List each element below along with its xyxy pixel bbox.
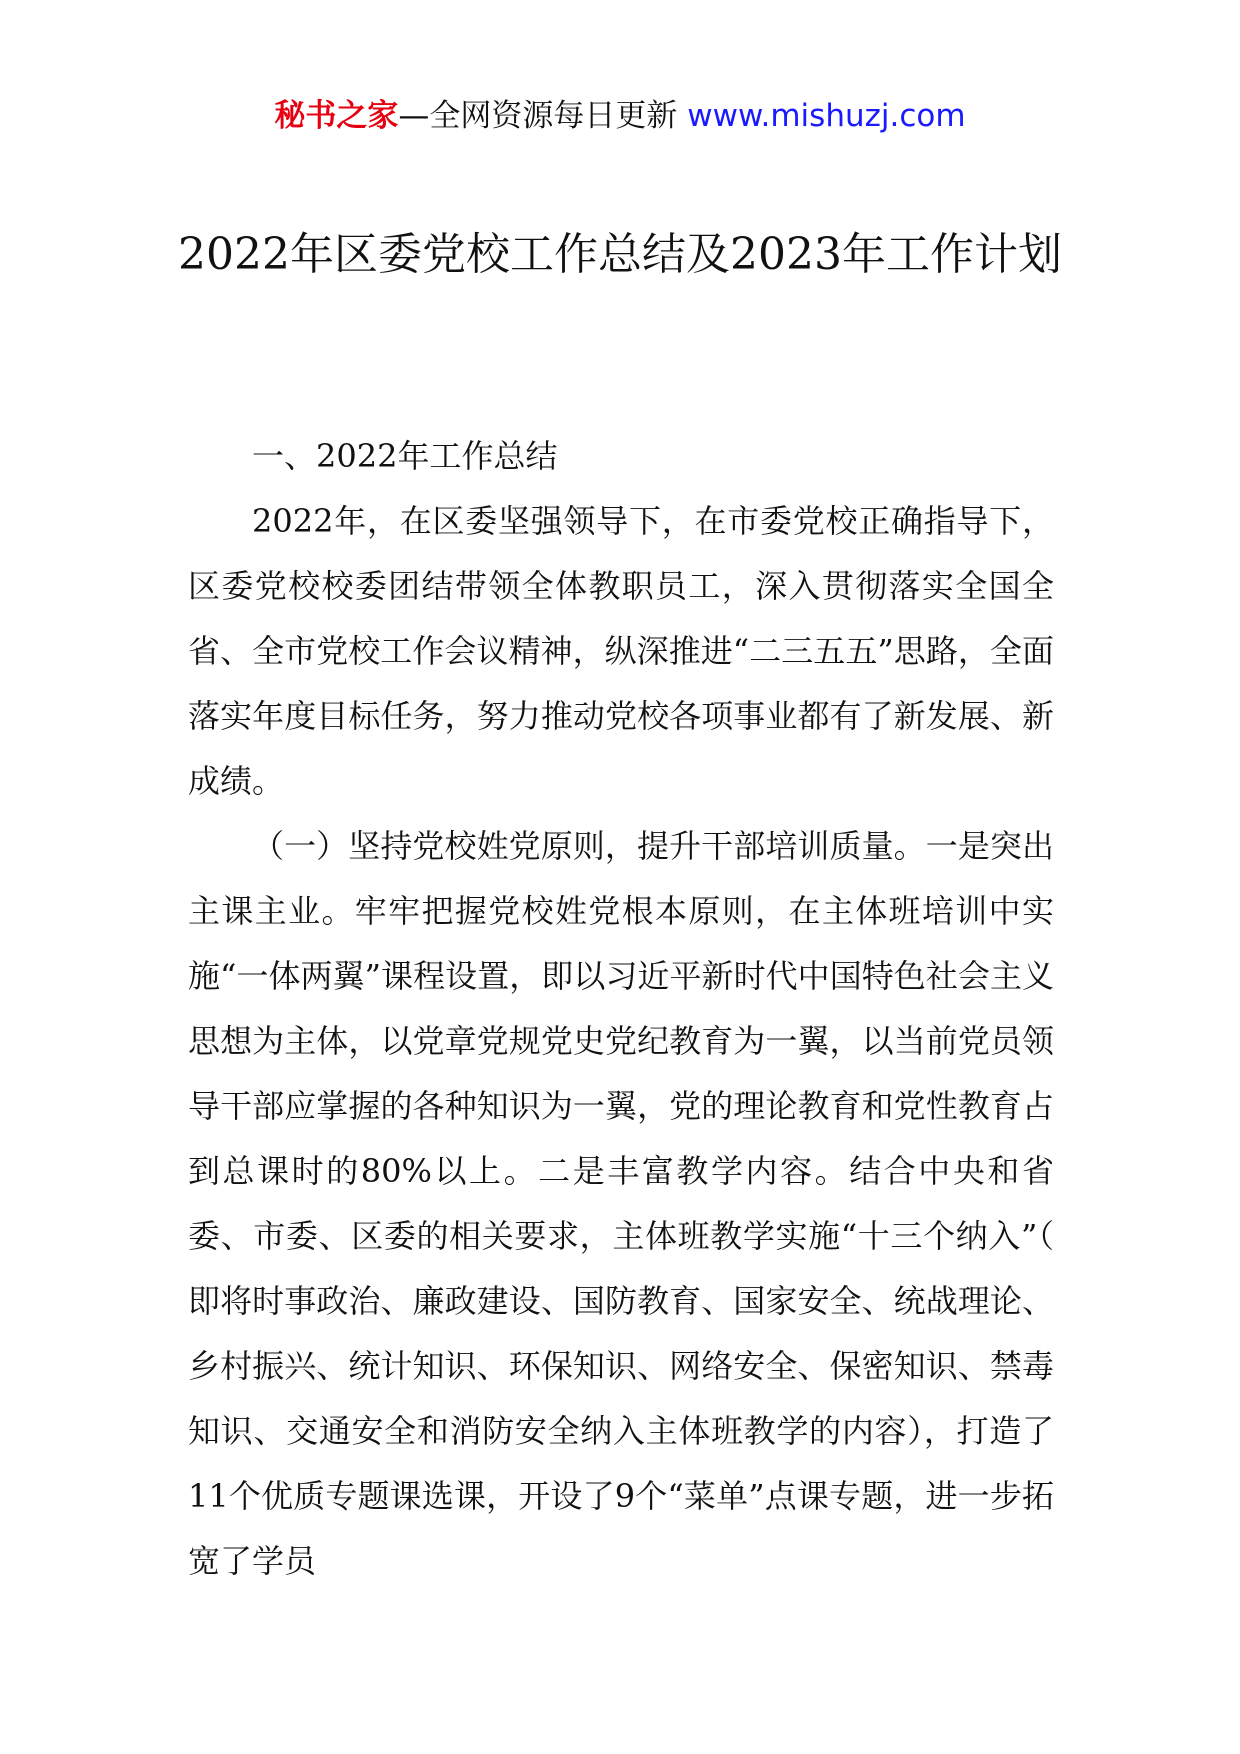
document-body — [188, 424, 1054, 1594]
section-heading: 一、2022年工作总结 — [252, 437, 558, 475]
brand-name: 秘书之家 — [274, 98, 399, 134]
site-header — [0, 96, 1240, 136]
paragraph: 2022年，在区委坚强领导下，在市委党校正确指导下，区委党校校委团结带领全体教职员工，深入贯彻落实全国全省、全市党校工作会议精神，纵深推进“二三五五”思路，全面落实年度目标任务，努力推动党校各项事业都有了新发展、新成绩。 — [188, 502, 1054, 800]
paragraph: （一）坚持党校姓党原则，提升干部培训质量。一是突出主课主业。牢牢把握党校姓党根本原则，在主体班培训中实施“一体两翼”课程设置，即以习近平新时代中国特色社会主义思想为主体，以党章党规党史党纪教育为一翼，以当前党员领导干部应掌握的各种知识为一翼，党的理论教育和党性教育占到总课时的80%以上。二是丰富教学内容。结合中央和省委、市委、区委的相关要求，主体班教学实施“十三个纳入”（ 即将时事政治、廉政建设、国防教育、国家安全、统战理论、乡村振兴、统计知识、环保知识、网络安全、保密知识、禁毒知识、交通安全和消防安全纳入主体班教学的内容），打造了11个优质专题课选课，开设了9个“菜单”点课专题，进一步拓宽了学员 — [188, 827, 1054, 1580]
site-url[interactable]: www.mishuzj.com — [687, 98, 966, 134]
header-slogan: —全网资源每日更新 — [398, 98, 678, 134]
document-title: 2022年区委党校工作总结及2023年工作计划 — [178, 229, 1062, 280]
